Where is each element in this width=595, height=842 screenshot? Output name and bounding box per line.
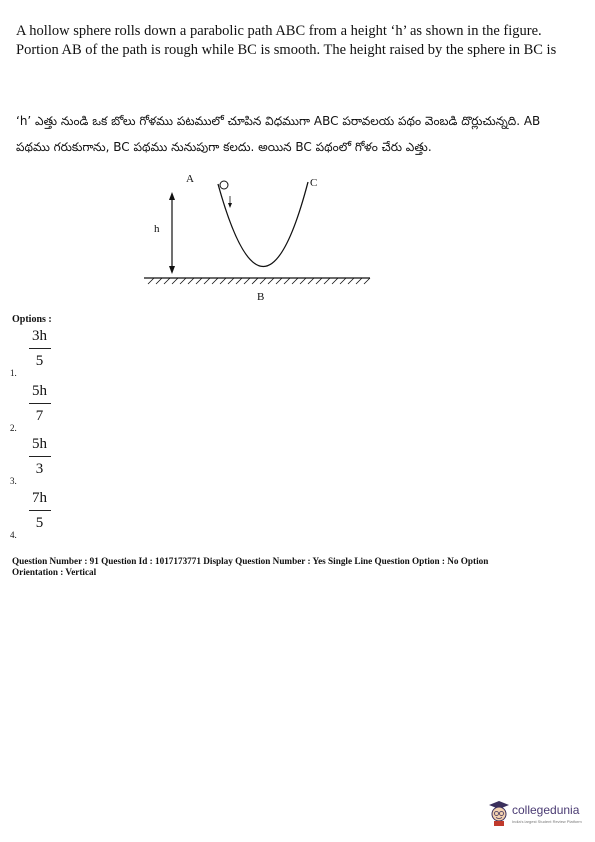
fraction-numerator: 5h bbox=[32, 383, 47, 399]
fraction-denominator: 3 bbox=[35, 461, 44, 477]
metadata-line-1: Question Number : 91 Question Id : 1017173771 Display Question Number : Yes Single Line Question Option : No Option bbox=[12, 556, 489, 566]
option-1[interactable] bbox=[8, 326, 88, 378]
option-fraction bbox=[28, 381, 51, 426]
option-number: 2. bbox=[10, 423, 17, 433]
metadata-line-2: Orientation : Vertical bbox=[12, 567, 97, 577]
motion-arrow-head bbox=[228, 203, 232, 208]
option-2[interactable] bbox=[8, 381, 88, 433]
fraction-numerator: 5h bbox=[32, 436, 47, 452]
logo-tagline: India's largest Student Review Platform bbox=[512, 819, 582, 824]
fraction-bar bbox=[29, 456, 51, 457]
label-C: C bbox=[310, 177, 318, 189]
fraction-denominator: 7 bbox=[35, 408, 44, 424]
parabola-path bbox=[218, 182, 308, 267]
option-fraction bbox=[28, 326, 51, 371]
option-fraction bbox=[28, 488, 51, 533]
fraction-bar bbox=[29, 348, 51, 349]
options-label: Options : bbox=[12, 314, 52, 325]
ground-hatching bbox=[148, 278, 370, 284]
option-number: 4. bbox=[10, 530, 17, 540]
fraction-bar bbox=[29, 510, 51, 511]
label-B: B bbox=[257, 291, 265, 303]
label-A: A bbox=[186, 173, 194, 185]
option-fraction bbox=[28, 434, 51, 479]
student-mascot-icon bbox=[488, 800, 510, 826]
collegedunia-logo bbox=[488, 800, 588, 830]
fraction-denominator: 5 bbox=[35, 353, 44, 369]
logo-name: collegedunia bbox=[512, 803, 580, 817]
height-arrow-head-top bbox=[169, 192, 175, 200]
hollow-sphere bbox=[220, 181, 228, 189]
fraction-denominator: 5 bbox=[35, 515, 44, 531]
option-4[interactable] bbox=[8, 488, 88, 540]
option-number: 1. bbox=[10, 368, 17, 378]
fraction-numerator: 7h bbox=[32, 490, 47, 506]
parabolic-path-figure bbox=[140, 168, 380, 308]
label-h: h bbox=[154, 223, 160, 235]
fraction-bar bbox=[29, 403, 51, 404]
question-metadata bbox=[12, 556, 587, 578]
fraction-numerator: 3h bbox=[32, 328, 47, 344]
height-arrow-head-bottom bbox=[169, 266, 175, 274]
option-number: 3. bbox=[10, 476, 17, 486]
question-text-english: A hollow sphere rolls down a parabolic path ABC from a height ‘h’ as shown in the figure. Portion AB of the path is rough while BC is smooth. The height raised by the sphere in BC is bbox=[16, 23, 557, 58]
question-text-telugu: ‘h’ ఎత్తు నుండి ఒక బోలు గోళము పటములో చూపిన విధముగా ABC పరావలయ పథం వెంబడి దొర్లుచున్నది. AB పథము గరుకుగాను, BC పథము నునుపుగా కలదు. అయిన BC పథంలో గోళం చేరు ఎత్తు. bbox=[16, 114, 541, 154]
option-3[interactable] bbox=[8, 434, 88, 486]
